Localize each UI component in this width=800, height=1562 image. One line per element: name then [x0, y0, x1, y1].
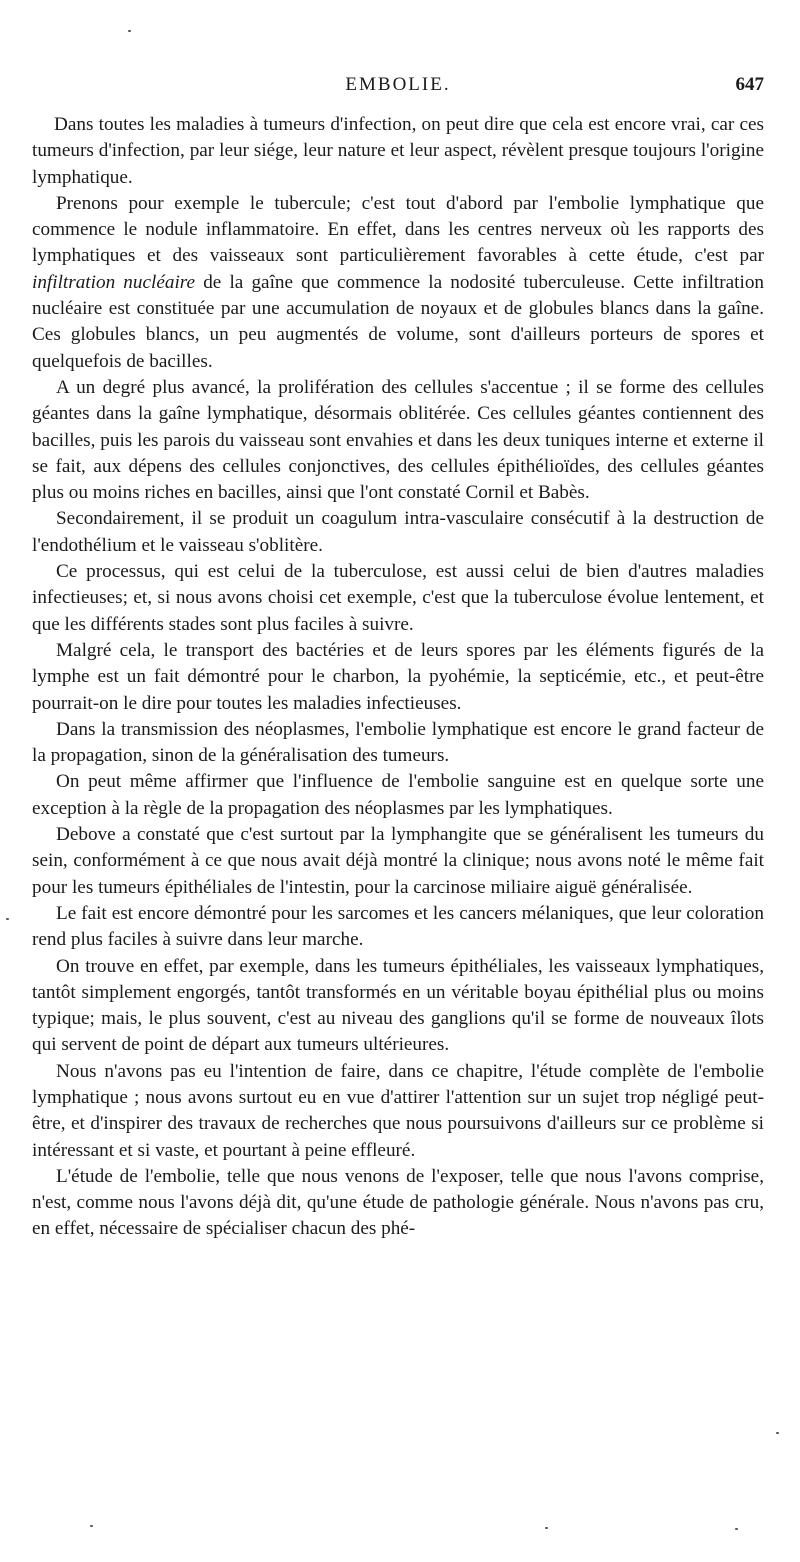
paragraph-10: Le fait est encore démontré pour les sarcomes et les cancers mélaniques, que leur coloration rend plus faciles à suivre dans leur marche. — [32, 902, 764, 951]
paragraph-2-start: Prenons pour exemple le tubercule; c'est tout d'abord par l'embolie lymphatique que commence le nodule inflammatoire. En effet, dans les centres nerveux où les rapports des lymphatiques et des vaisseaux sont particulièrement favorables à cette étude, c'est par — [32, 192, 764, 267]
page-number: 647 — [735, 74, 764, 95]
scan-speck — [776, 1432, 779, 1434]
paragraph-11: On trouve en effet, par exemple, dans les tumeurs épithéliales, les vaisseaux lymphatiques, tantôt simplement engorgés, tantôt transformés en un véritable boyau épithélial plus ou moins typique; mais, le plus souvent, c'est au niveau des ganglions qu'il se forme de nouveaux îlots qui servent de point de départ aux tumeurs ultérieures. — [32, 955, 764, 1056]
running-title: EMBOLIE. — [345, 74, 451, 95]
paragraph-3: A un degré plus avancé, la prolifération des cellules s'accentue ; il se forme des cellules géantes dans la gaîne lymphatique, désormais oblitérée. Ces cellules géantes contiennent des bacilles, puis les parois du vaisseau sont envahies et dans les deux tuniques interne et externe il se fait, aux dépens des cellules conjonctives, des cellules épithélioïdes, des cellules géantes plus ou moins riches en bacilles, ainsi que l'ont constaté Cornil et Babès. — [32, 376, 764, 504]
scan-speck — [128, 30, 131, 32]
italic-term: infiltration nucléaire — [32, 271, 196, 293]
page-header — [32, 74, 764, 102]
paragraph-4: Secondairement, il se produit un coagulum intra-vasculaire consécutif à la destruction de l'endothélium et le vaisseau s'oblitère. — [32, 508, 764, 556]
scan-speck — [6, 918, 9, 920]
paragraph-5: Ce processus, qui est celui de la tuberculose, est aussi celui de bien d'autres maladies infectieuses; et, si nous avons choisi cet exemple, c'est que la tuberculose évolue lentement, et que les différents stades sont plus faciles à suivre. — [32, 561, 764, 635]
paragraph-2 — [32, 191, 764, 375]
paragraph-9: Debove a constaté que c'est surtout par la lymphangite que se généralisent les tumeurs du sein, conformément à ce que nous avait déjà montré la clinique; nous avons noté le même fait pour les tumeurs épithéliales de l'intestin, pour la carcinose miliaire aiguë généralisée. — [32, 824, 764, 898]
paragraph-8: On peut même affirmer que l'influence de l'embolie sanguine est en quelque sorte une exception à la règle de la propagation des néoplasmes par les lymphatiques. — [32, 771, 764, 819]
body-text — [32, 112, 764, 1243]
paragraph-2-end: de la gaîne que commence la nodosité tuberculeuse. Cette infiltration nucléaire est constituée par une accumulation de noyaux et de globules blancs dans la gaîne. Ces globules blancs, un peu augmentés de volume, sont d'ailleurs porteurs de spores et quelquefois de bacilles. — [32, 271, 765, 372]
scan-speck — [735, 1528, 738, 1530]
paragraph-1: Dans toutes les maladies à tumeurs d'infection, on peut dire que cela est encore vrai, car ces tumeurs d'infection, par leur siége, leur nature et leur aspect, révèlent presque toujours l'origine lymphatique. — [32, 114, 764, 188]
paragraph-12: Nous n'avons pas eu l'intention de faire, dans ce chapitre, l'étude complète de l'embolie lymphatique ; nous avons surtout eu en vue d'attirer l'attention sur un sujet trop négligé peut-être, et d'inspirer des travaux de recherches que nous poursuivons d'ailleurs sur ce problème si intéressant et si vaste, et pourtant à peine effleuré. — [32, 1060, 764, 1161]
paragraph-7: Dans la transmission des néoplasmes, l'embolie lymphatique est encore le grand facteur de la propagation, sinon de la généralisation des tumeurs. — [32, 718, 764, 767]
paragraph-13: L'étude de l'embolie, telle que nous venons de l'exposer, telle que nous l'avons comprise, n'est, comme nous l'avons déjà dit, qu'une étude de pathologie générale. Nous n'avons pas cru, en effet, nécessaire de spécialiser chacun des phé- — [32, 1165, 764, 1240]
scan-speck — [545, 1527, 548, 1529]
scan-speck — [90, 1525, 93, 1527]
paragraph-6: Malgré cela, le transport des bactéries et de leurs spores par les éléments figurés de la lymphe est un fait démontré pour le charbon, la pyohémie, la septicémie, etc., et peut-être pourrait-on le dire pour toutes les maladies infectieuses. — [32, 639, 764, 714]
